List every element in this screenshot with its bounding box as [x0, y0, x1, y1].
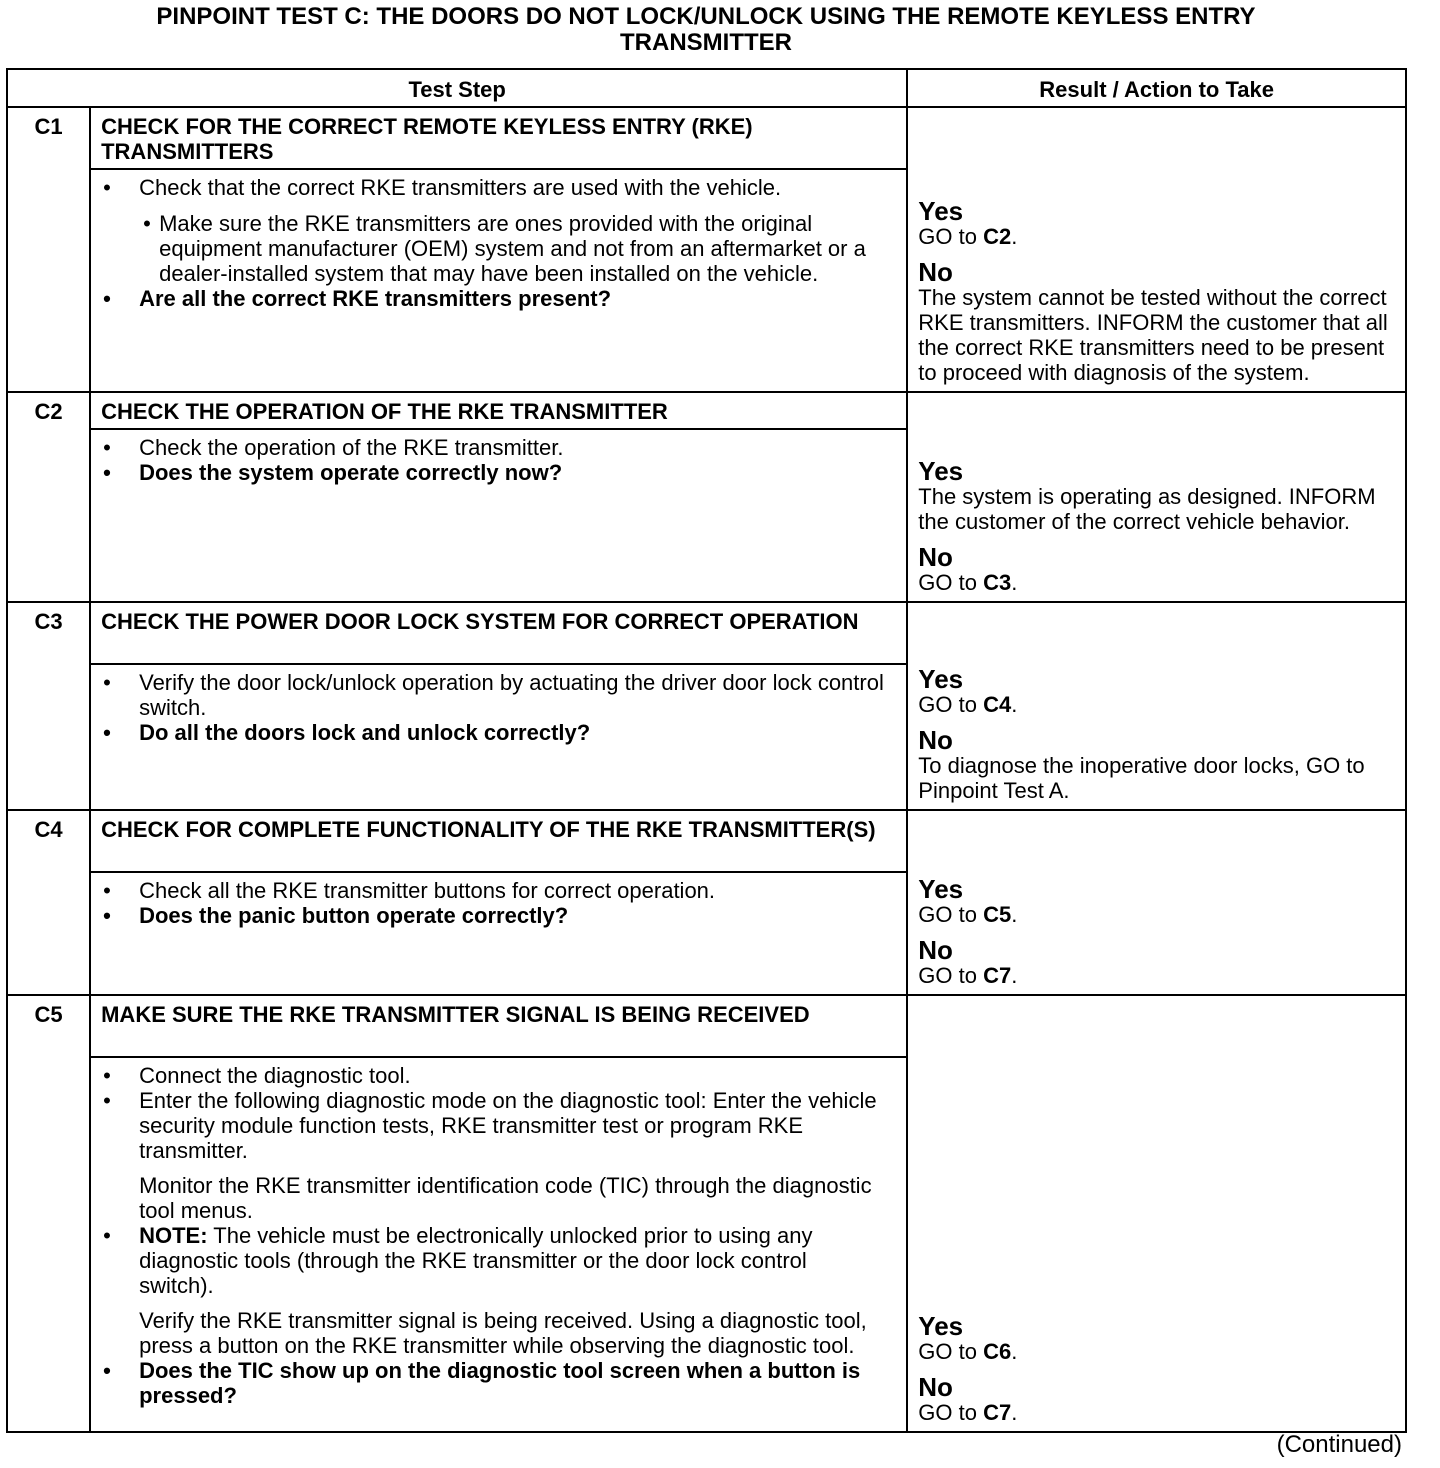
step-c4-result — [907, 810, 1406, 995]
list-item — [99, 720, 886, 745]
step-c2-question: Does the system operate correctly now? — [139, 460, 563, 485]
step-c5-title-row — [7, 995, 1406, 1057]
step-c2-no-action — [918, 570, 1399, 595]
step-c1-title-row — [7, 107, 1406, 169]
step-c2-body — [90, 429, 907, 602]
list-item — [99, 460, 886, 485]
step-c2-yes-label: Yes — [918, 456, 964, 486]
step-c1-no-action: The system cannot be tested without the correct RKE transmitters. INFORM the customer that all the correct RKE transmitters need to be present to proceed with diagnosis of the system. — [918, 285, 1388, 385]
list-item — [99, 670, 886, 720]
step-c4-yes-ref: C5 — [983, 902, 1012, 927]
step-c3-yes-ref: C4 — [983, 692, 1012, 717]
list-item — [99, 1358, 886, 1408]
pinpoint-test-table — [6, 68, 1407, 1433]
step-c5-yes-label: Yes — [918, 1311, 964, 1341]
step-c1-id: C1 — [7, 107, 90, 169]
note-text: The vehicle must be electronically unlocked prior to using any diagnostic tools (through the RKE transmitter or the door lock control switch). — [139, 1223, 813, 1298]
step-c1-id-spacer — [7, 169, 90, 392]
step-c5-no-action — [918, 1400, 1399, 1425]
step-c4-yes-post: . — [1011, 902, 1018, 927]
step-c5-no-pre: GO to — [918, 1400, 984, 1425]
step-c5-result — [907, 995, 1406, 1432]
step-c5-id: C5 — [7, 995, 90, 1057]
step-c1-sub1: Make sure the RKE transmitters are ones provided with the original equipment manufacturer (OEM) system and not from an aftermarket or a dealer-installed system that may have been installed on the vehicle. — [159, 211, 866, 286]
bullet: • — [103, 1088, 111, 1113]
step-c3-id-spacer — [7, 664, 90, 810]
step-c5-title: MAKE SURE THE RKE TRANSMITTER SIGNAL IS BEING RECEIVED — [90, 995, 907, 1057]
step-c5-item2: Enter the following diagnostic mode on the diagnostic tool: Enter the vehicle security module function tests, RKE transmitter test or program RKE transmitter. — [139, 1088, 877, 1163]
step-c4-title-row — [7, 810, 1406, 872]
step-c2-no-post: . — [1011, 570, 1018, 595]
step-c5-no-label: No — [918, 1372, 953, 1402]
step-c5-yes-action — [918, 1339, 1399, 1364]
step-c4-id: C4 — [7, 810, 90, 872]
step-c5-para1: Monitor the RKE transmitter identification code (TIC) through the diagnostic tool menus. — [139, 1173, 872, 1223]
list-item — [99, 1063, 886, 1088]
step-c2-no-label: No — [918, 542, 953, 572]
header-result-action: Result / Action to Take — [907, 69, 1406, 107]
step-c1-yes-label: Yes — [918, 196, 964, 226]
step-c3-title: CHECK THE POWER DOOR LOCK SYSTEM FOR CORRECT OPERATION — [90, 602, 907, 664]
step-c3-yes-post: . — [1011, 692, 1018, 717]
bullet: • — [103, 903, 111, 928]
step-c4-yes-label: Yes — [918, 874, 964, 904]
bullet: • — [103, 286, 111, 311]
step-c4-id-spacer — [7, 872, 90, 995]
list-item — [99, 435, 886, 460]
step-c3-no-label: No — [918, 725, 953, 755]
step-c4-no-label: No — [918, 935, 953, 965]
page-title — [0, 4, 1412, 56]
step-c3-body — [90, 664, 907, 810]
step-c1-body — [90, 169, 907, 392]
step-c2-no-pre: GO to — [918, 570, 984, 595]
step-c1-item1: Check that the correct RKE transmitters are used with the vehicle. — [139, 175, 782, 200]
bullet: • — [103, 1358, 111, 1383]
list-item — [99, 1088, 886, 1163]
step-c3-id: C3 — [7, 602, 90, 664]
step-c1-no-label: No — [918, 257, 953, 287]
step-c3-result — [907, 602, 1406, 810]
step-c4-yes-pre: GO to — [918, 902, 984, 927]
step-c2-id-spacer — [7, 429, 90, 602]
step-c3-yes-pre: GO to — [918, 692, 984, 717]
step-c2-yes-action: The system is operating as designed. INFORM the customer of the correct vehicle behavior. — [918, 484, 1376, 534]
step-c5-yes-ref: C6 — [983, 1339, 1012, 1364]
step-c5-para2: Verify the RKE transmitter signal is being received. Using a diagnostic tool, press a button on the RKE transmitter while observing the diagnostic tool. — [139, 1308, 867, 1358]
step-c5-no-post: . — [1011, 1400, 1018, 1425]
step-c4-no-post: . — [1011, 963, 1018, 988]
bullet: • — [103, 1223, 111, 1248]
table-header-row — [7, 69, 1406, 107]
step-c2-no-ref: C3 — [983, 570, 1012, 595]
bullet: • — [103, 175, 111, 200]
step-c3-item1: Verify the door lock/unlock operation by actuating the driver door lock control switch. — [139, 670, 884, 720]
bullet: • — [103, 1063, 111, 1088]
continued-label: (Continued) — [1276, 1431, 1402, 1458]
step-c2-title-row — [7, 392, 1406, 429]
step-c4-body — [90, 872, 907, 995]
sub-list-item — [99, 211, 886, 286]
step-c1-question: Are all the correct RKE transmitters present? — [139, 286, 612, 311]
step-c5-yes-pre: GO to — [918, 1339, 984, 1364]
step-c3-yes-label: Yes — [918, 664, 964, 694]
bullet: • — [103, 670, 111, 695]
step-c5-no-ref: C7 — [983, 1400, 1012, 1425]
step-c2-title: CHECK THE OPERATION OF THE RKE TRANSMITTER — [90, 392, 907, 429]
step-c5-item1: Connect the diagnostic tool. — [139, 1063, 411, 1088]
note-label: NOTE: — [139, 1223, 208, 1248]
list-item — [99, 903, 886, 928]
step-c4-no-ref: C7 — [983, 963, 1012, 988]
list-item — [99, 286, 886, 311]
title-line-2: TRANSMITTER — [620, 29, 792, 56]
step-c4-title: CHECK FOR COMPLETE FUNCTIONALITY OF THE RKE TRANSMITTER(S) — [90, 810, 907, 872]
step-c1-yes-post: . — [1011, 224, 1018, 249]
bullet: • — [103, 720, 111, 745]
list-item — [99, 878, 886, 903]
sub-bullet: • — [143, 211, 151, 236]
step-c4-question: Does the panic button operate correctly? — [139, 903, 569, 928]
step-c1-yes-action — [918, 224, 1399, 249]
step-c3-yes-action — [918, 692, 1399, 717]
title-line-1: PINPOINT TEST C: THE DOORS DO NOT LOCK/UNLOCK USING THE REMOTE KEYLESS ENTRY — [156, 3, 1256, 30]
step-c5-yes-post: . — [1011, 1339, 1018, 1364]
step-c3-title-row — [7, 602, 1406, 664]
step-c1-title: CHECK FOR THE CORRECT REMOTE KEYLESS ENTRY (RKE) TRANSMITTERS — [90, 107, 907, 169]
step-c2-id: C2 — [7, 392, 90, 429]
step-c2-result — [907, 392, 1406, 602]
list-item — [99, 175, 886, 200]
bullet: • — [103, 878, 111, 903]
step-c4-item1: Check all the RKE transmitter buttons for correct operation. — [139, 878, 716, 903]
step-c4-yes-action — [918, 902, 1399, 927]
bullet: • — [103, 460, 111, 485]
step-c2-item1: Check the operation of the RKE transmitter. — [139, 435, 564, 460]
step-c4-no-action — [918, 963, 1399, 988]
step-c3-question: Do all the doors lock and unlock correctly? — [139, 720, 591, 745]
step-c4-no-pre: GO to — [918, 963, 984, 988]
list-item — [99, 1223, 886, 1298]
step-c5-id-spacer — [7, 1057, 90, 1432]
step-c1-yes-pre: GO to — [918, 224, 984, 249]
bullet: • — [103, 435, 111, 460]
step-c1-yes-ref: C2 — [983, 224, 1012, 249]
step-c1-result — [907, 107, 1406, 392]
header-test-step: Test Step — [7, 69, 907, 107]
step-c5-question: Does the TIC show up on the diagnostic tool screen when a button is pressed? — [139, 1358, 861, 1408]
step-c3-no-action: To diagnose the inoperative door locks, GO to Pinpoint Test A. — [918, 753, 1365, 803]
step-c5-body — [90, 1057, 907, 1432]
